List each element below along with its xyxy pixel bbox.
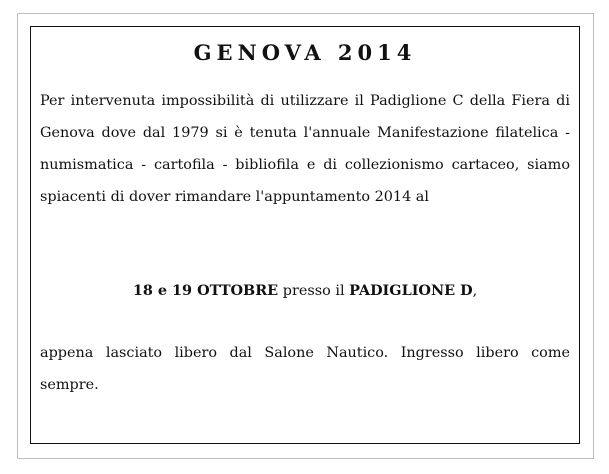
notice-paragraph-intro: Per intervenuta impossibilità di utilizzare il Padiglione C della Fiera di Genova dove dal 1979 si è tenuta l'annuale Manifestazione filatelica - numismatica - cartofila - bibliofila e di collezionismo cartaceo, siamo spiacenti di dover rimandare l'appuntamento 2014 al xyxy=(40,93,570,205)
date-venue-connector: presso il xyxy=(278,283,350,299)
date-venue-tail: , xyxy=(472,283,478,299)
event-dates: 18 e 19 OTTOBRE xyxy=(132,282,279,299)
notice-title: GENOVA 2014 xyxy=(193,40,417,65)
notice-box xyxy=(30,26,580,444)
event-venue: PADIGLIONE D xyxy=(349,282,473,299)
date-venue-line xyxy=(31,275,579,307)
notice-paragraph-closing: appena lasciato libero dal Salone Nautico. Ingresso libero come sempre. xyxy=(40,345,570,393)
